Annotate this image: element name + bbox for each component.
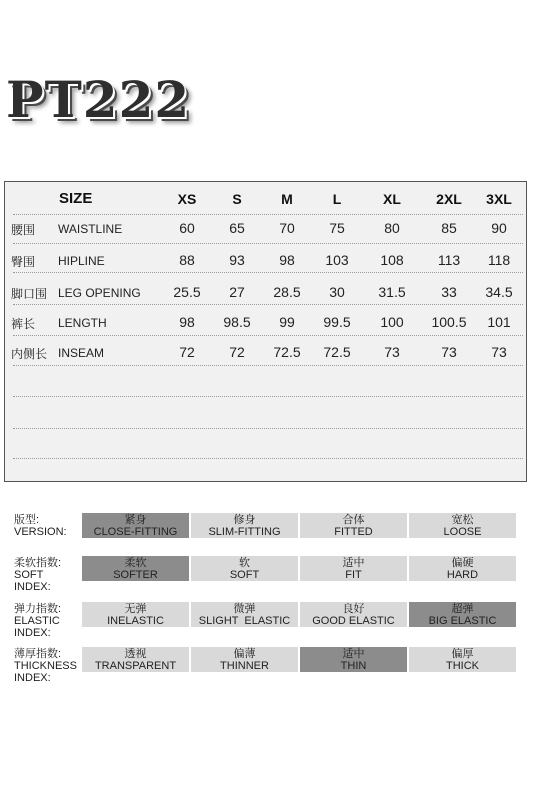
- row-label-en: WAISTLINE: [58, 222, 123, 236]
- table-cell: 98: [179, 314, 195, 330]
- table-cell: 27: [229, 284, 245, 300]
- thickness-index-label: 薄厚指数: THICKNESS INDEX:: [14, 648, 77, 684]
- elastic-option-big-elastic: 超弹 BIG ELASTIC: [409, 602, 516, 627]
- thickness-option-transparent: 透视 TRANSPARENT: [82, 647, 189, 672]
- table-cell: 85: [441, 220, 457, 236]
- row-divider: [13, 428, 523, 429]
- size-col-s: S: [232, 191, 242, 207]
- table-cell: 70: [279, 220, 295, 236]
- table-cell: 72.5: [323, 344, 351, 360]
- row-divider: [13, 458, 523, 459]
- table-cell: 65: [229, 220, 245, 236]
- row-divider: [13, 272, 523, 273]
- version-option-slim-fitting: 修身 SLIM-FITTING: [191, 513, 298, 538]
- row-divider: [13, 214, 523, 215]
- table-cell: 28.5: [273, 284, 301, 300]
- row-label-cn: 臀围: [11, 255, 36, 269]
- table-cell: 33: [441, 284, 457, 300]
- row-divider: [13, 304, 523, 305]
- size-header-label: SIZE: [59, 190, 93, 207]
- size-col-xl: XL: [383, 191, 401, 207]
- table-cell: 99: [279, 314, 295, 330]
- table-cell: 75: [329, 220, 345, 236]
- table-cell: 73: [441, 344, 457, 360]
- thickness-option-thin: 适中 THIN: [300, 647, 407, 672]
- table-cell: 113: [437, 252, 461, 268]
- version-index-label: 版型: VERSION:: [14, 514, 67, 538]
- size-col-3xl: 3XL: [486, 191, 512, 207]
- soft-option-hard: 偏硬 HARD: [409, 556, 516, 581]
- table-cell: 72: [179, 344, 195, 360]
- size-chart: [4, 181, 527, 482]
- elastic-option-good-elastic: 良好 GOOD ELASTIC: [300, 602, 407, 627]
- size-col-2xl: 2XL: [436, 191, 462, 207]
- table-cell: 98: [279, 252, 295, 268]
- table-cell: 103: [325, 252, 349, 268]
- table-cell: 72.5: [273, 344, 301, 360]
- table-cell: 73: [384, 344, 400, 360]
- row-label-en: LENGTH: [58, 316, 107, 330]
- table-cell: 101: [487, 314, 511, 330]
- table-cell: 31.5: [378, 284, 406, 300]
- table-cell: 100.5: [431, 314, 467, 330]
- row-label-en: LEG OPENING: [58, 286, 141, 300]
- table-cell: 93: [229, 252, 245, 268]
- size-col-xs: XS: [177, 191, 197, 207]
- row-divider: [13, 243, 523, 244]
- version-option-fitted: 合体 FITTED: [300, 513, 407, 538]
- row-divider: [13, 365, 523, 366]
- thickness-option-thinner: 偏薄 THINNER: [191, 647, 298, 672]
- product-code-title: PT222: [6, 70, 191, 129]
- row-label-en: INSEAM: [58, 346, 105, 360]
- size-col-m: M: [281, 191, 293, 207]
- elastic-index-label: 弹力指数: ELASTIC INDEX:: [14, 603, 62, 639]
- row-label-en: HIPLINE: [58, 254, 105, 268]
- table-cell: 108: [380, 252, 404, 268]
- table-cell: 100: [380, 314, 404, 330]
- row-divider: [13, 335, 523, 336]
- elastic-option-slight-elastic: 微弹 SLIGHT ELASTIC: [191, 602, 298, 627]
- table-cell: 72: [229, 344, 245, 360]
- version-option-close-fitting: 紧身 CLOSE-FITTING: [82, 513, 189, 538]
- table-cell: 60: [179, 220, 195, 236]
- table-cell: 88: [179, 252, 195, 268]
- table-cell: 118: [487, 252, 511, 268]
- soft-option-fit: 适中 FIT: [300, 556, 407, 581]
- row-label-cn: 内侧长: [11, 347, 48, 361]
- table-cell: 80: [384, 220, 400, 236]
- row-label-cn: 腰围: [11, 223, 36, 237]
- thickness-option-thick: 偏厚 THICK: [409, 647, 516, 672]
- row-label-cn: 脚口围: [11, 287, 48, 301]
- soft-index-label: 柔软指数: SOFT INDEX:: [14, 557, 62, 593]
- elastic-option-inelastic: 无弹 INELASTIC: [82, 602, 189, 627]
- table-cell: 73: [491, 344, 507, 360]
- soft-option-softer: 柔软 SOFTER: [82, 556, 189, 581]
- table-cell: 90: [491, 220, 507, 236]
- size-col-l: L: [332, 191, 342, 207]
- table-cell: 98.5: [223, 314, 251, 330]
- row-divider: [13, 396, 523, 397]
- version-option-loose: 宽松 LOOSE: [409, 513, 516, 538]
- row-label-cn: 裤长: [11, 317, 36, 331]
- table-cell: 99.5: [323, 314, 351, 330]
- soft-option-soft: 软 SOFT: [191, 556, 298, 581]
- table-cell: 34.5: [485, 284, 513, 300]
- table-cell: 25.5: [173, 284, 201, 300]
- table-cell: 30: [329, 284, 345, 300]
